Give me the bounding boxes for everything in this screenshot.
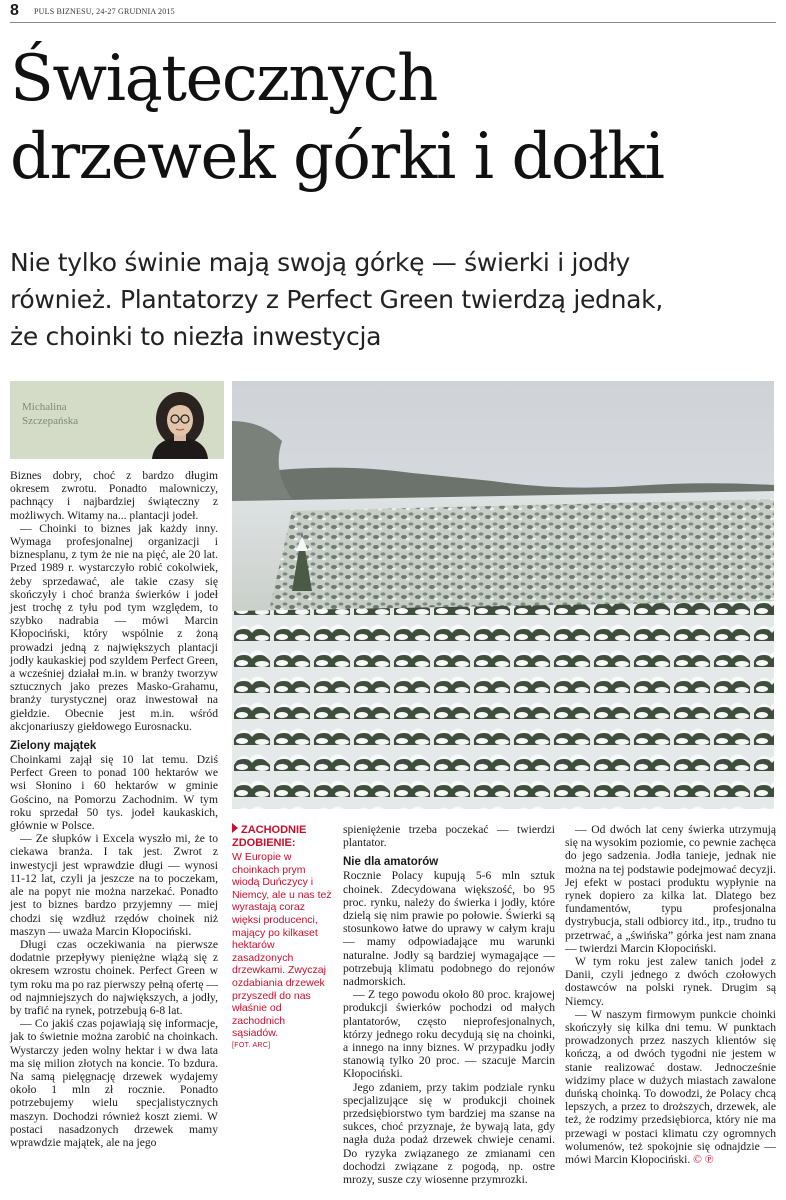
- header-rule: [10, 22, 776, 23]
- lead-line-1: Nie tylko świnie mają swoją górkę — świerki i jodły: [10, 248, 630, 277]
- subheading: Nie dla amatorów: [343, 856, 439, 869]
- article-column-1: [10, 469, 218, 1149]
- triangle-icon: [232, 823, 238, 833]
- title-line-1: Świątecznych: [10, 42, 437, 116]
- subheading: Zielony majątek: [10, 740, 97, 753]
- paragraph: — Od dwóch lat ceny świerka utrzymują się na wysokim poziomie, co pewnie zachęca do jego sadzenia. Jodła tanieje, jednak nie można na tej podstawie podejmować decyzji. Jej efekt w postaci produktu wypłynie na rynek dopiero za kilka lat. Dlatego bez fundamentów, typu profesjonalna dystrybucja, stali odbiorcy itd., itp., trudno tu przetrwać, a „świńska” górka jest nam znana — twierdzi Marcin Kłopociński.: [565, 823, 776, 955]
- photo-credit: [FOT. ARC]: [232, 1041, 271, 1049]
- paragraph: [565, 1008, 776, 1166]
- article-column-3: [565, 823, 776, 1166]
- paragraph: — Choinki to biznes jak każdy inny. Wymaga profesjonalnej organizacji i biznesplanu, z tym że nie na pięć, ale 20 lat. Przed 1989 r. wystarczyło robić cokolwiek, żeby sprzedawać, ale takie czasy się skończyły i choć branża świerków i jodeł jest trochę z tyłu pod tym względem, to szybko nadrabia — mówi Marcin Kłopociński, który wspólnie z żoną prowadzi jedną z największych plantacji jodły kaukaskiej pod szyldem Perfect Green, a wcześniej działał m.in. w branży tworzyw sztucznych jako prezes Masko-Grahamu, branży turystycznej oraz inwestował na giełdzie. Obecnie jest m.in. wśród akcjonariuszy giełdowego Eurosnacku.: [10, 521, 218, 733]
- paragraph: W tym roku jest zalew tanich jodeł z Danii, czyli jednego z dwóch czołowych dostawców na polski rynek. Drugim są Niemcy.: [565, 955, 776, 1008]
- paragraph: Długi czas oczekiwania na pierwsze dodatnie przepływy pieniężne wiążą się z okresem wzrostu choinek. Perfect Green w tym roku ma po raz pierwszy pełną ofertę — od najmniejszych do największych, a jodły, by trafić na rynek, potrzebują 6-8 lat.: [10, 937, 218, 1017]
- caption-title: [232, 823, 332, 850]
- running-head: PULS BIZNESU, 24-27 GRUDNIA 2015: [34, 7, 175, 16]
- photo-caption: [232, 823, 332, 1049]
- title-line-2: drzewek górki i dołki: [10, 120, 664, 194]
- lead-line-3: że choinki to niezła inwestycja: [10, 322, 382, 351]
- article-title: [10, 40, 780, 196]
- paragraph: Biznes dobry, choć z bardzo długim okresem zwrotu. Ponadto malowniczy, pachnący i najbardziej świąteczny z możliwych. Witamy na... plantacji jodeł.: [10, 469, 218, 522]
- paragraph: Jego zdaniem, przy takim podziale rynku specjalizujące się w produkcji choinek przedsiębiorstwo tym bardziej ma szanse na sukces, choć przyznaje, że bywają lata, gdy nagła duża podaż drzewek chwieje cenami. Do ryzyka związanego ze zmianami cen dochodzi związane z pogodą, np. ostre mrozy, susze czy wiosenne przymrozki.: [343, 1080, 555, 1187]
- paragraph: — Ze słupków i Excela wyszło mi, że to ciekawa branża. I tak jest. Zwrot z inwestycji jest wprawdzie długi — wynosi 11-12 lat, czyli ja jeszcze na to poczekam, ale na popyt nie można narzekać. Ponadto jest to biznes bardzo przyjemny — miej chodzi się wzdłuż rzędów choinek niż maszyn — uważa Marcin Kłopociński.: [10, 832, 218, 938]
- lead-line-2: również. Plantatorzy z Perfect Green twierdzą jednak,: [10, 285, 664, 314]
- article-column-2: [343, 823, 555, 1186]
- paragraph-text: — W naszym firmowym punkcie choinki skończyły się kilka dni temu. W punktach prowadzonych przez naszych klientów się kończą, a od dwóch tygodni nie jestem w stanie realizować dostaw. Jednocześnie widzimy place w dużych miastach zawalone duńską choinką. To dowodzi, że Polacy chcą lepszych, a przez to droższych, drzewek, ale też, że rodzimy przedsiębiorca, który nie ma przewagi w postaci klimatu czy ogromnych wolumenów, też spokojnie się odnajdzie — mówi Marcin Kłopociński.: [565, 1007, 776, 1167]
- author-last-name: Szczepańska: [22, 415, 79, 427]
- article-lead: [10, 244, 780, 355]
- paragraph: — Co jakiś czas pojawiają się informacje, jak to świetnie można zarobić na choinkach. Wystarczy jeden wolny hektar i w dwa lata ma się milion złotych na koncie. To bzdura. Na samą pielęgnację drzewek wydajemy około 1 mln zł rocznie. Ponadto potrzebujemy wielu specjalistycznych maszyn. Dochodzi również koszt ziemi. W postaci nasadzonych drzewek mamy wprawdzie majątek, ale na jego: [10, 1017, 218, 1149]
- paragraph: Rocznie Polacy kupują 5-6 mln sztuk choinek. Zdecydowana większość, bo 95 proc. rynku, należy do świerka i jodły, które dzielą się nim prawie po połowie. Świerki są stosunkowo łatwe do uprawy w całym kraju — mamy odpowiadające mu warunki naturalne. Jodły są bardziej wymagające — potrzebują klimatu podobnego do rejonów nadmorskich.: [343, 869, 555, 989]
- caption-body: W Europie w choinkach prym wiodą Duńczycy i Niemcy, ale u nas też wyrastają coraz więksi producenci, mający po kilkaset hektarów zasadzonych drzewkami. Zwyczaj ozdabiania drzewek przyszedł do nas właśnie od zachodnich sąsiadów.: [232, 851, 332, 1040]
- paragraph: — Z tego powodu około 80 proc. krajowej produkcji świerków pochodzi od małych plantatorów, często nieprofesjonalnych, którzy jednego roku decydują się na choinki, a innego na inny biznes. W przypadku jodły stanowią tylko 20 proc. — szacuje Marcin Kłopociński.: [343, 988, 555, 1081]
- caption-title-text: ZACHODNIE ZDOBIENIE:: [232, 824, 307, 849]
- author-first-name: Michalina: [22, 401, 67, 413]
- author-name: [22, 400, 122, 428]
- paragraph: Choinkami zajął się 10 lat temu. Dziś Perfect Green to ponad 100 hektarów we wsi Słonino i 60 hektarów w gminie Gościno, na Pomorzu Zachodnim. W tym roku sprzedał 50 tys. jodeł kaukaskich, głównie w Polsce.: [10, 753, 218, 833]
- snowy-plantation-photo: [232, 381, 774, 809]
- end-mark: © ℗: [693, 1153, 714, 1167]
- page-number: 8: [10, 2, 19, 19]
- author-portrait: [138, 383, 222, 459]
- paragraph: spieniężenie trzeba poczekać — twierdzi plantator.: [343, 823, 555, 850]
